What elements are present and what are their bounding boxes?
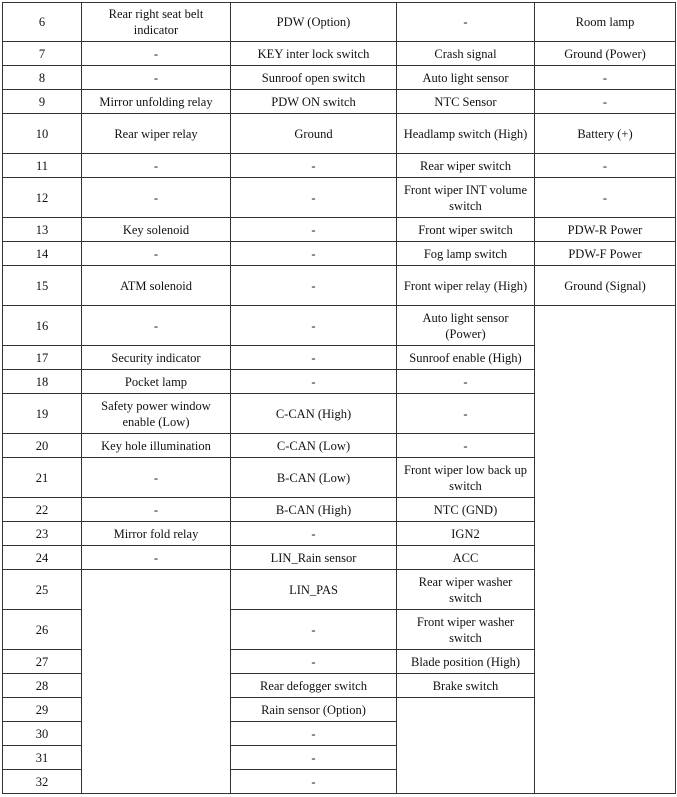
- table-cell: -: [82, 306, 231, 346]
- table-cell: -: [231, 178, 397, 218]
- pin-number: 14: [3, 242, 82, 266]
- pin-number: 7: [3, 42, 82, 66]
- table-row: [3, 178, 676, 218]
- table-cell: IGN2: [397, 522, 535, 546]
- table-cell: PDW (Option): [231, 3, 397, 42]
- table-cell: -: [82, 242, 231, 266]
- table-row: [3, 306, 676, 346]
- table-cell: -: [82, 42, 231, 66]
- table-cell: -: [231, 746, 397, 770]
- table-cell: -: [397, 3, 535, 42]
- table-row: [3, 242, 676, 266]
- pin-number: 30: [3, 722, 82, 746]
- pin-number: 27: [3, 650, 82, 674]
- table-cell: Safety power window enable (Low): [82, 394, 231, 434]
- table-cell: Ground: [231, 114, 397, 154]
- table-cell: -: [535, 90, 676, 114]
- table-cell: Key hole illumination: [82, 434, 231, 458]
- pin-number: 20: [3, 434, 82, 458]
- table-cell: Rear wiper washer switch: [397, 570, 535, 610]
- table-cell: -: [231, 218, 397, 242]
- table-cell: -: [231, 722, 397, 746]
- table-cell: Brake switch: [397, 674, 535, 698]
- table-cell: -: [231, 306, 397, 346]
- pin-number: 19: [3, 394, 82, 434]
- pin-number: 17: [3, 346, 82, 370]
- pin-number: 12: [3, 178, 82, 218]
- pin-number: 21: [3, 458, 82, 498]
- table-cell: Mirror unfolding relay: [82, 90, 231, 114]
- table-cell: -: [397, 394, 535, 434]
- pin-number: 26: [3, 610, 82, 650]
- empty-cell: [82, 570, 231, 794]
- pin-number: 22: [3, 498, 82, 522]
- table-row: [3, 266, 676, 306]
- table-cell: Rain sensor (Option): [231, 698, 397, 722]
- table-cell: -: [231, 770, 397, 794]
- table-cell: PDW-R Power: [535, 218, 676, 242]
- table-cell: Rear right seat belt indicator: [82, 3, 231, 42]
- table-cell: -: [82, 458, 231, 498]
- table-cell: -: [397, 434, 535, 458]
- table-row: [3, 42, 676, 66]
- table-cell: Auto light sensor (Power): [397, 306, 535, 346]
- table-cell: Rear wiper relay: [82, 114, 231, 154]
- pin-number: 18: [3, 370, 82, 394]
- pin-table-body: [3, 3, 676, 794]
- table-row: [3, 3, 676, 42]
- table-row: [3, 114, 676, 154]
- empty-cell: [535, 306, 676, 794]
- table-cell: -: [82, 178, 231, 218]
- table-row: [3, 66, 676, 90]
- table-cell: Rear defogger switch: [231, 674, 397, 698]
- table-cell: Front wiper switch: [397, 218, 535, 242]
- table-cell: C-CAN (Low): [231, 434, 397, 458]
- pin-number: 15: [3, 266, 82, 306]
- table-cell: -: [82, 498, 231, 522]
- table-cell: Headlamp switch (High): [397, 114, 535, 154]
- pin-number: 9: [3, 90, 82, 114]
- table-cell: C-CAN (High): [231, 394, 397, 434]
- table-cell: -: [397, 370, 535, 394]
- table-cell: Battery (+): [535, 114, 676, 154]
- table-cell: Fog lamp switch: [397, 242, 535, 266]
- table-cell: -: [231, 522, 397, 546]
- table-cell: PDW ON switch: [231, 90, 397, 114]
- table-cell: LIN_Rain sensor: [231, 546, 397, 570]
- pin-number: 6: [3, 3, 82, 42]
- table-cell: ATM solenoid: [82, 266, 231, 306]
- table-cell: Key solenoid: [82, 218, 231, 242]
- table-cell: -: [231, 242, 397, 266]
- pin-number: 16: [3, 306, 82, 346]
- table-cell: -: [82, 66, 231, 90]
- table-cell: -: [231, 154, 397, 178]
- table-cell: LIN_PAS: [231, 570, 397, 610]
- table-cell: Rear wiper switch: [397, 154, 535, 178]
- table-cell: -: [231, 266, 397, 306]
- table-cell: -: [82, 154, 231, 178]
- table-cell: Sunroof enable (High): [397, 346, 535, 370]
- table-cell: -: [82, 546, 231, 570]
- pin-number: 13: [3, 218, 82, 242]
- pin-number: 10: [3, 114, 82, 154]
- table-cell: KEY inter lock switch: [231, 42, 397, 66]
- table-cell: -: [231, 650, 397, 674]
- table-cell: Security indicator: [82, 346, 231, 370]
- table-cell: -: [535, 154, 676, 178]
- table-cell: B-CAN (High): [231, 498, 397, 522]
- table-cell: PDW-F Power: [535, 242, 676, 266]
- pin-number: 11: [3, 154, 82, 178]
- table-cell: -: [535, 178, 676, 218]
- table-cell: Ground (Power): [535, 42, 676, 66]
- pin-number: 24: [3, 546, 82, 570]
- table-cell: NTC Sensor: [397, 90, 535, 114]
- table-cell: Blade position (High): [397, 650, 535, 674]
- table-cell: Pocket lamp: [82, 370, 231, 394]
- table-row: [3, 218, 676, 242]
- table-cell: Ground (Signal): [535, 266, 676, 306]
- table-cell: Sunroof open switch: [231, 66, 397, 90]
- pin-number: 28: [3, 674, 82, 698]
- table-row: [3, 154, 676, 178]
- table-cell: -: [535, 66, 676, 90]
- table-cell: Front wiper relay (High): [397, 266, 535, 306]
- pin-number: 31: [3, 746, 82, 770]
- pin-number: 29: [3, 698, 82, 722]
- pin-number: 32: [3, 770, 82, 794]
- table-cell: Auto light sensor: [397, 66, 535, 90]
- table-cell: Crash signal: [397, 42, 535, 66]
- empty-cell: [397, 698, 535, 794]
- table-cell: ACC: [397, 546, 535, 570]
- table-cell: Room lamp: [535, 3, 676, 42]
- pin-number: 8: [3, 66, 82, 90]
- table-cell: Front wiper INT volume switch: [397, 178, 535, 218]
- table-cell: B-CAN (Low): [231, 458, 397, 498]
- table-cell: NTC (GND): [397, 498, 535, 522]
- pin-number: 23: [3, 522, 82, 546]
- table-cell: -: [231, 346, 397, 370]
- table-cell: -: [231, 370, 397, 394]
- table-cell: -: [231, 610, 397, 650]
- table-cell: Mirror fold relay: [82, 522, 231, 546]
- table-cell: Front wiper low back up switch: [397, 458, 535, 498]
- table-cell: Front wiper washer switch: [397, 610, 535, 650]
- pin-number: 25: [3, 570, 82, 610]
- table-row: [3, 90, 676, 114]
- connector-pin-table: [2, 2, 676, 794]
